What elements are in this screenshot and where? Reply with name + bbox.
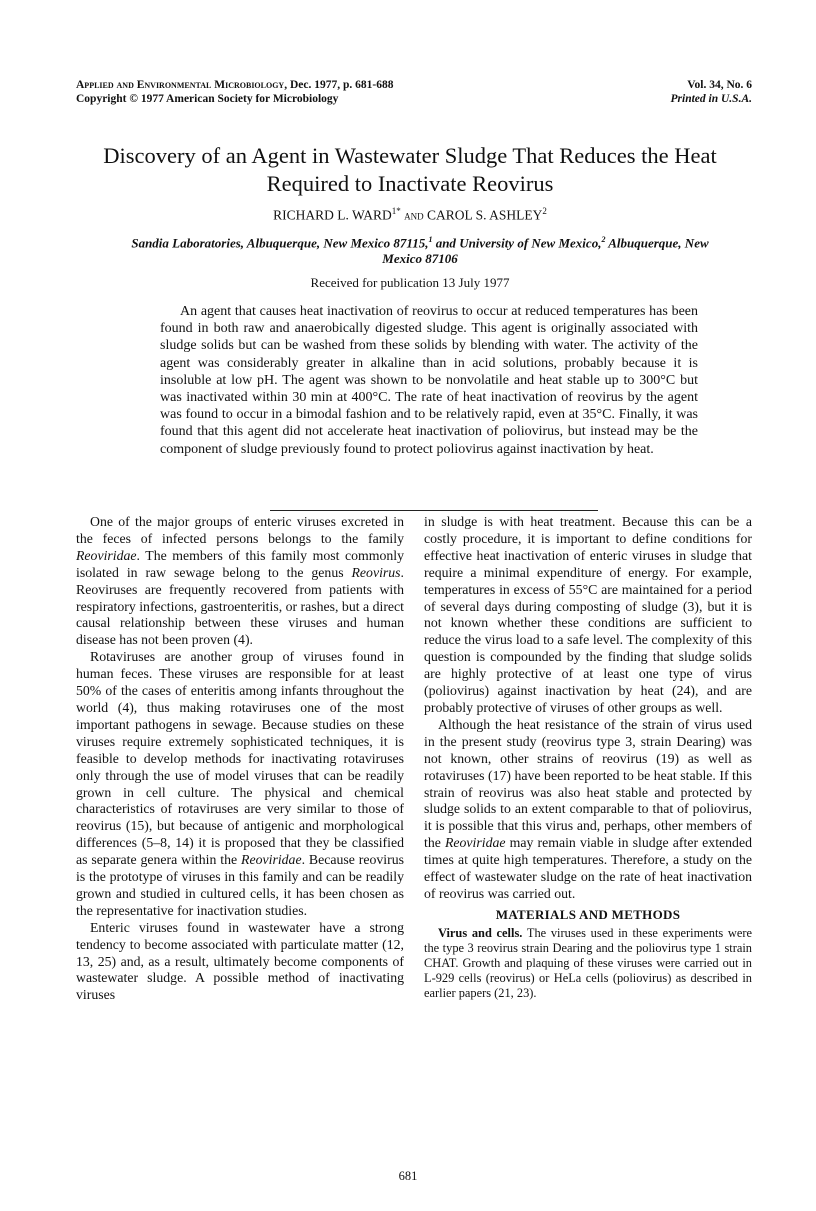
journal-name: Applied and Environmental Microbiology [76, 79, 285, 91]
page-number: 681 [398, 1169, 418, 1183]
received-date: Received for publication 13 July 1977 [310, 275, 510, 290]
author-1-marker: 1* [391, 206, 401, 216]
abstract-divider [270, 510, 598, 511]
body-paragraph [76, 649, 404, 920]
affiliation-conjunction: and [435, 235, 456, 251]
paper-title: Discovery of an Agent in Wastewater Sludge That Reduces the Heat Required to Inactivate Reovirus [103, 143, 717, 196]
copyright-line: Copyright © 1977 American Society for Microbiology [76, 93, 339, 105]
journal-date-pages: , Dec. 1977, p. 681-688 [284, 79, 394, 91]
italic-term: Reoviridae [444, 835, 506, 851]
text-run: One of the major groups of enteric viruses excreted in the feces of infected persons belongs to the family [76, 514, 404, 546]
author-2: CAROL S. ASHLEY [427, 207, 543, 223]
affiliation-unm: University of New Mexico, [459, 235, 602, 251]
affiliation-city: Albuquerque, New Mexico 87106 [382, 235, 709, 267]
methods-paragraph [424, 926, 752, 1001]
italic-term: Reoviridae [76, 547, 137, 563]
abstract: An agent that causes heat inactivation of reovirus to occur at reduced temperatures has been found in both raw and anaerobically digested sludge. This agent is originally associated with sludge solids but can be washed from these solids by blending with water. The activity of the agent was considerably greater in alkaline than in acid solutions, probably because it is insoluble at low pH. The agent was shown to be nonvolatile and heat stable up to 300°C but was inactivated within 30 min at 400°C. The rate of heat inactivation of reovirus by the agent was found to occur in a bimodal fashion and to be relatively rapid, even at 35°C. Finally, it was found that this agent did not accelerate heat inactivation of poliovirus, but instead may be the component of sludge previously found to protect poliovirus against inactivation by heat. [160, 304, 698, 457]
journal-citation [76, 78, 393, 106]
affiliation-marker-1: 1 [428, 235, 433, 244]
text-run: . Because reovirus is the prototype of viruses in this family and can be readily grown and studied in cultured cells, it has been chosen as the representative for inactivation studies. [76, 852, 404, 918]
italic-term: Reoviridae [241, 852, 302, 868]
volume-info [671, 78, 752, 106]
section-heading: MATERIALS AND METHODS [495, 906, 681, 922]
text-run: . Reoviruses are frequently recovered from patients with respiratory infections, gastroenteritis, or rashes, but a direct causal relationship between these viruses and human disease has not been proven (4). [76, 564, 404, 648]
body-paragraph [76, 514, 404, 649]
author-line [60, 206, 760, 224]
author-conjunction: and [404, 207, 424, 223]
left-column [76, 514, 404, 1004]
body-paragraph: in sludge is with heat treatment. Because this can be a costly procedure, it is important to define conditions for effective heat inactivation of enteric viruses in sludge that require a minimal expenditure of energy. For example, temperatures in excess of 55°C are maintained for a period of several days during composting of sludge (3), but it is not known whether these conditions are sufficient to reduce the virus load to a safe level. The complexity of this question is compounded by the finding that sludge solids are highly protective of at least one type of virus (poliovirus) against inactivation by heat (24), and are probably protective of viruses of other groups as well. [424, 514, 752, 715]
body-paragraph: Enteric viruses found in wastewater have a strong tendency to become associated with particulate matter (12, 13, 25) and, as a result, ultimately become components of wastewater sludge. A possible method of inactivating viruses [76, 919, 404, 1003]
text-run: may remain viable in sludge after extended times at quite high temperatures. Therefore, a study on the effect of wastewater sludge on the rate of heat inactivation of reovirus was carried out. [424, 835, 752, 901]
right-column [424, 514, 752, 1001]
author-2-marker: 2 [542, 206, 547, 216]
printed-location: Printed in U.S.A. [670, 93, 752, 105]
author-1: RICHARD L. WARD [273, 207, 392, 223]
body-paragraph [424, 717, 752, 903]
affiliation-sandia: Sandia Laboratories, Albuquerque, New Mexico 87115, [131, 235, 429, 251]
text-run: Although the heat resistance of the strain of virus used in the present study (reovirus type 3, strain Dearing) was not known, other strains of reovirus (19) as well as rotaviruses (17) have been reported to be heat stable. If this strain of reovirus was also heat stable and protected by sludge solids to an extent comparable to that of poliovirus, it is possible that this virus and, perhaps, other members of the [424, 716, 752, 851]
volume-number: Vol. 34, No. 6 [687, 79, 752, 91]
text-run: Rotaviruses are another group of viruses found in human feces. These viruses are responsible for at least 50% of the cases of enteritis among infants throughout the world (4), thus making rotaviruses one of the most important pathogens in sewage. Because studies on these viruses require extremely sophisticated techniques, it is feasible to develop methods for inactivating rotaviruses only through the use of model viruses that can be readily grown in cell culture. The physical and chemical characteristics of rotaviruses are very similar to those of reovirus (15), but because of antigenic and morphological differences (5–8, 14) it is proposed that they be classified as separate genera within the [76, 649, 404, 868]
text-run: . The members of this family most commonly isolated in raw sewage belong to the genus [76, 547, 404, 580]
affiliations [110, 232, 730, 267]
italic-term: Reovirus [351, 564, 401, 580]
text-run: The viruses used in these experiments were the type 3 reovirus strain Dearing and the poliovirus type 1 strain CHAT. Growth and plaquing of these viruses were carried out in L-929 cells (reovirus) or HeLa cells (poliovirus) as described in earlier papers (21, 23). [424, 925, 753, 1000]
run-in-heading: Virus and cells. [438, 925, 523, 940]
affiliation-marker-2: 2 [601, 235, 606, 244]
